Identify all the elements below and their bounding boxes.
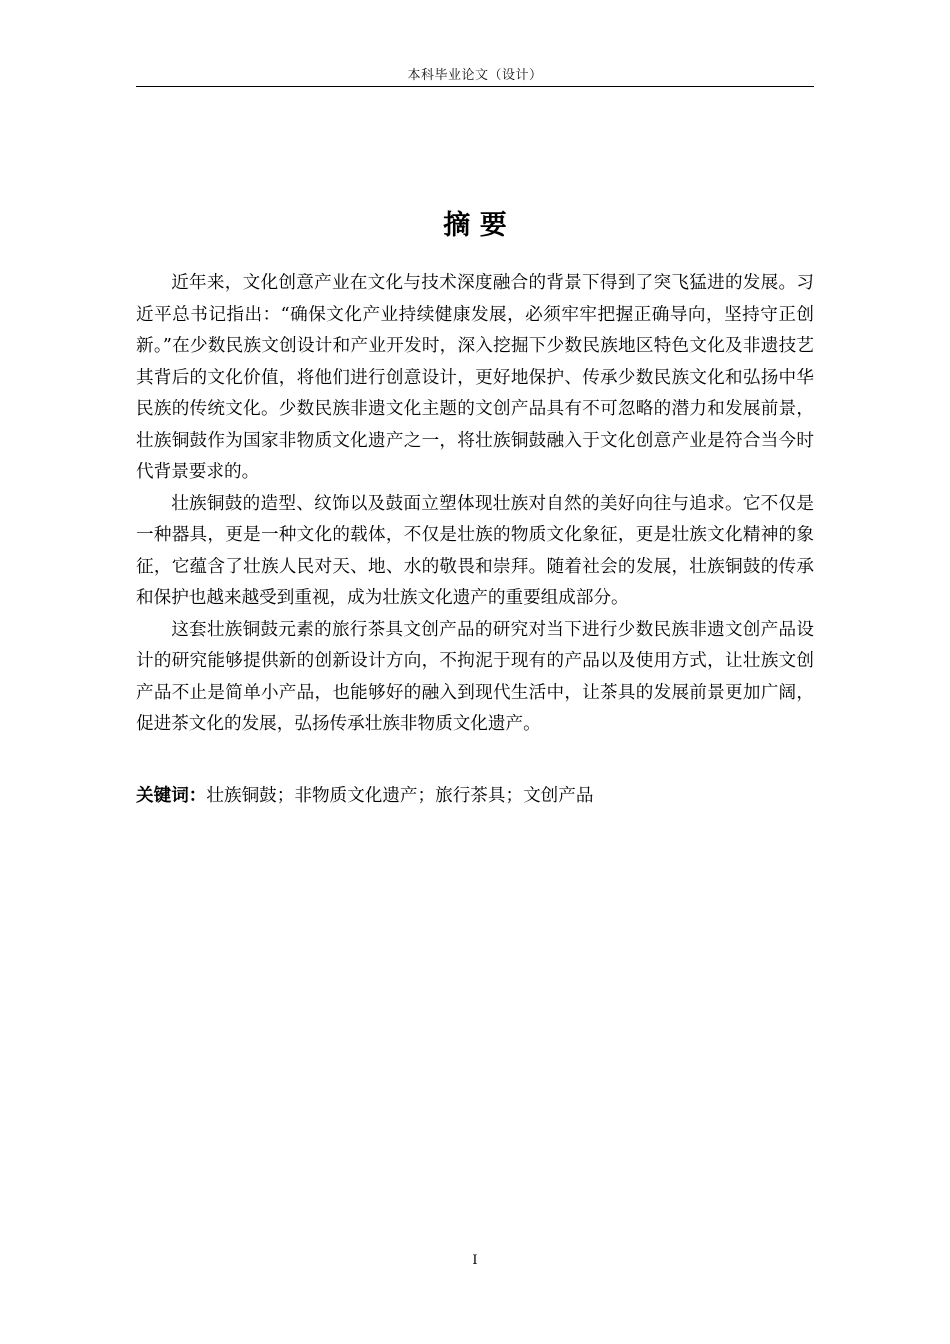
abstract-paragraph-3: 这套壮族铜鼓元素的旅行茶具文创产品的研究对当下进行少数民族非遗文创产品设计的研究能够提供新的创新设计方向，不拘泥于现有的产品以及使用方式，让壮族文创产品不止是简单小产品，也能够好的融入到现代生活中，让茶具的发展前景更加广阔，促进茶文化的发展，弘扬传承壮族非物质文化遗产。 — [136, 619, 814, 734]
abstract-paragraph-1: 近年来，文化创意产业在文化与技术深度融合的背景下得到了突飞猛进的发展。习近平总书记指出：“确保文化产业持续健康发展，必须牢牢把握正确导向，坚持守正创新。”在少数民族文创设计和产业开发时，深入挖掘下少数民族地区特色文化及非遗技艺其背后的文化价值，将他们进行创意设计，更好地保护、传承少数民族文化和弘扬中华民族的传统文化。少数民族非遗文化主题的文创产品具有不可忽略的潜力和发展前景，壮族铜鼓作为国家非物质文化遗产之一，将壮族铜鼓融入于文化创意产业是符合当今时代背景要求的。 — [136, 273, 814, 482]
keywords-line — [136, 782, 814, 810]
running-header: 本科毕业论文（设计） — [407, 68, 543, 83]
abstract-paragraph-2: 壮族铜鼓的造型、纹饰以及鼓面立塑体现壮族对自然的美好向往与追求。它不仅是一种器具，更是一种文化的载体，不仅是壮族的物质文化象征，更是壮族文化精神的象征，它蕴含了壮族人民对天、地、水的敬畏和崇拜。随着社会的发展，壮族铜鼓的传承和保护也越来越受到重视，成为壮族文化遗产的重要组成部分。 — [136, 493, 814, 608]
page-number: I — [472, 1253, 478, 1268]
abstract-title: 摘 要 — [443, 210, 507, 241]
header-divider — [136, 86, 814, 87]
keywords-label: 关键词： — [136, 786, 207, 806]
keywords-list: 壮族铜鼓；非物质文化遗产；旅行茶具；文创产品 — [206, 786, 594, 806]
abstract-body — [136, 268, 814, 741]
